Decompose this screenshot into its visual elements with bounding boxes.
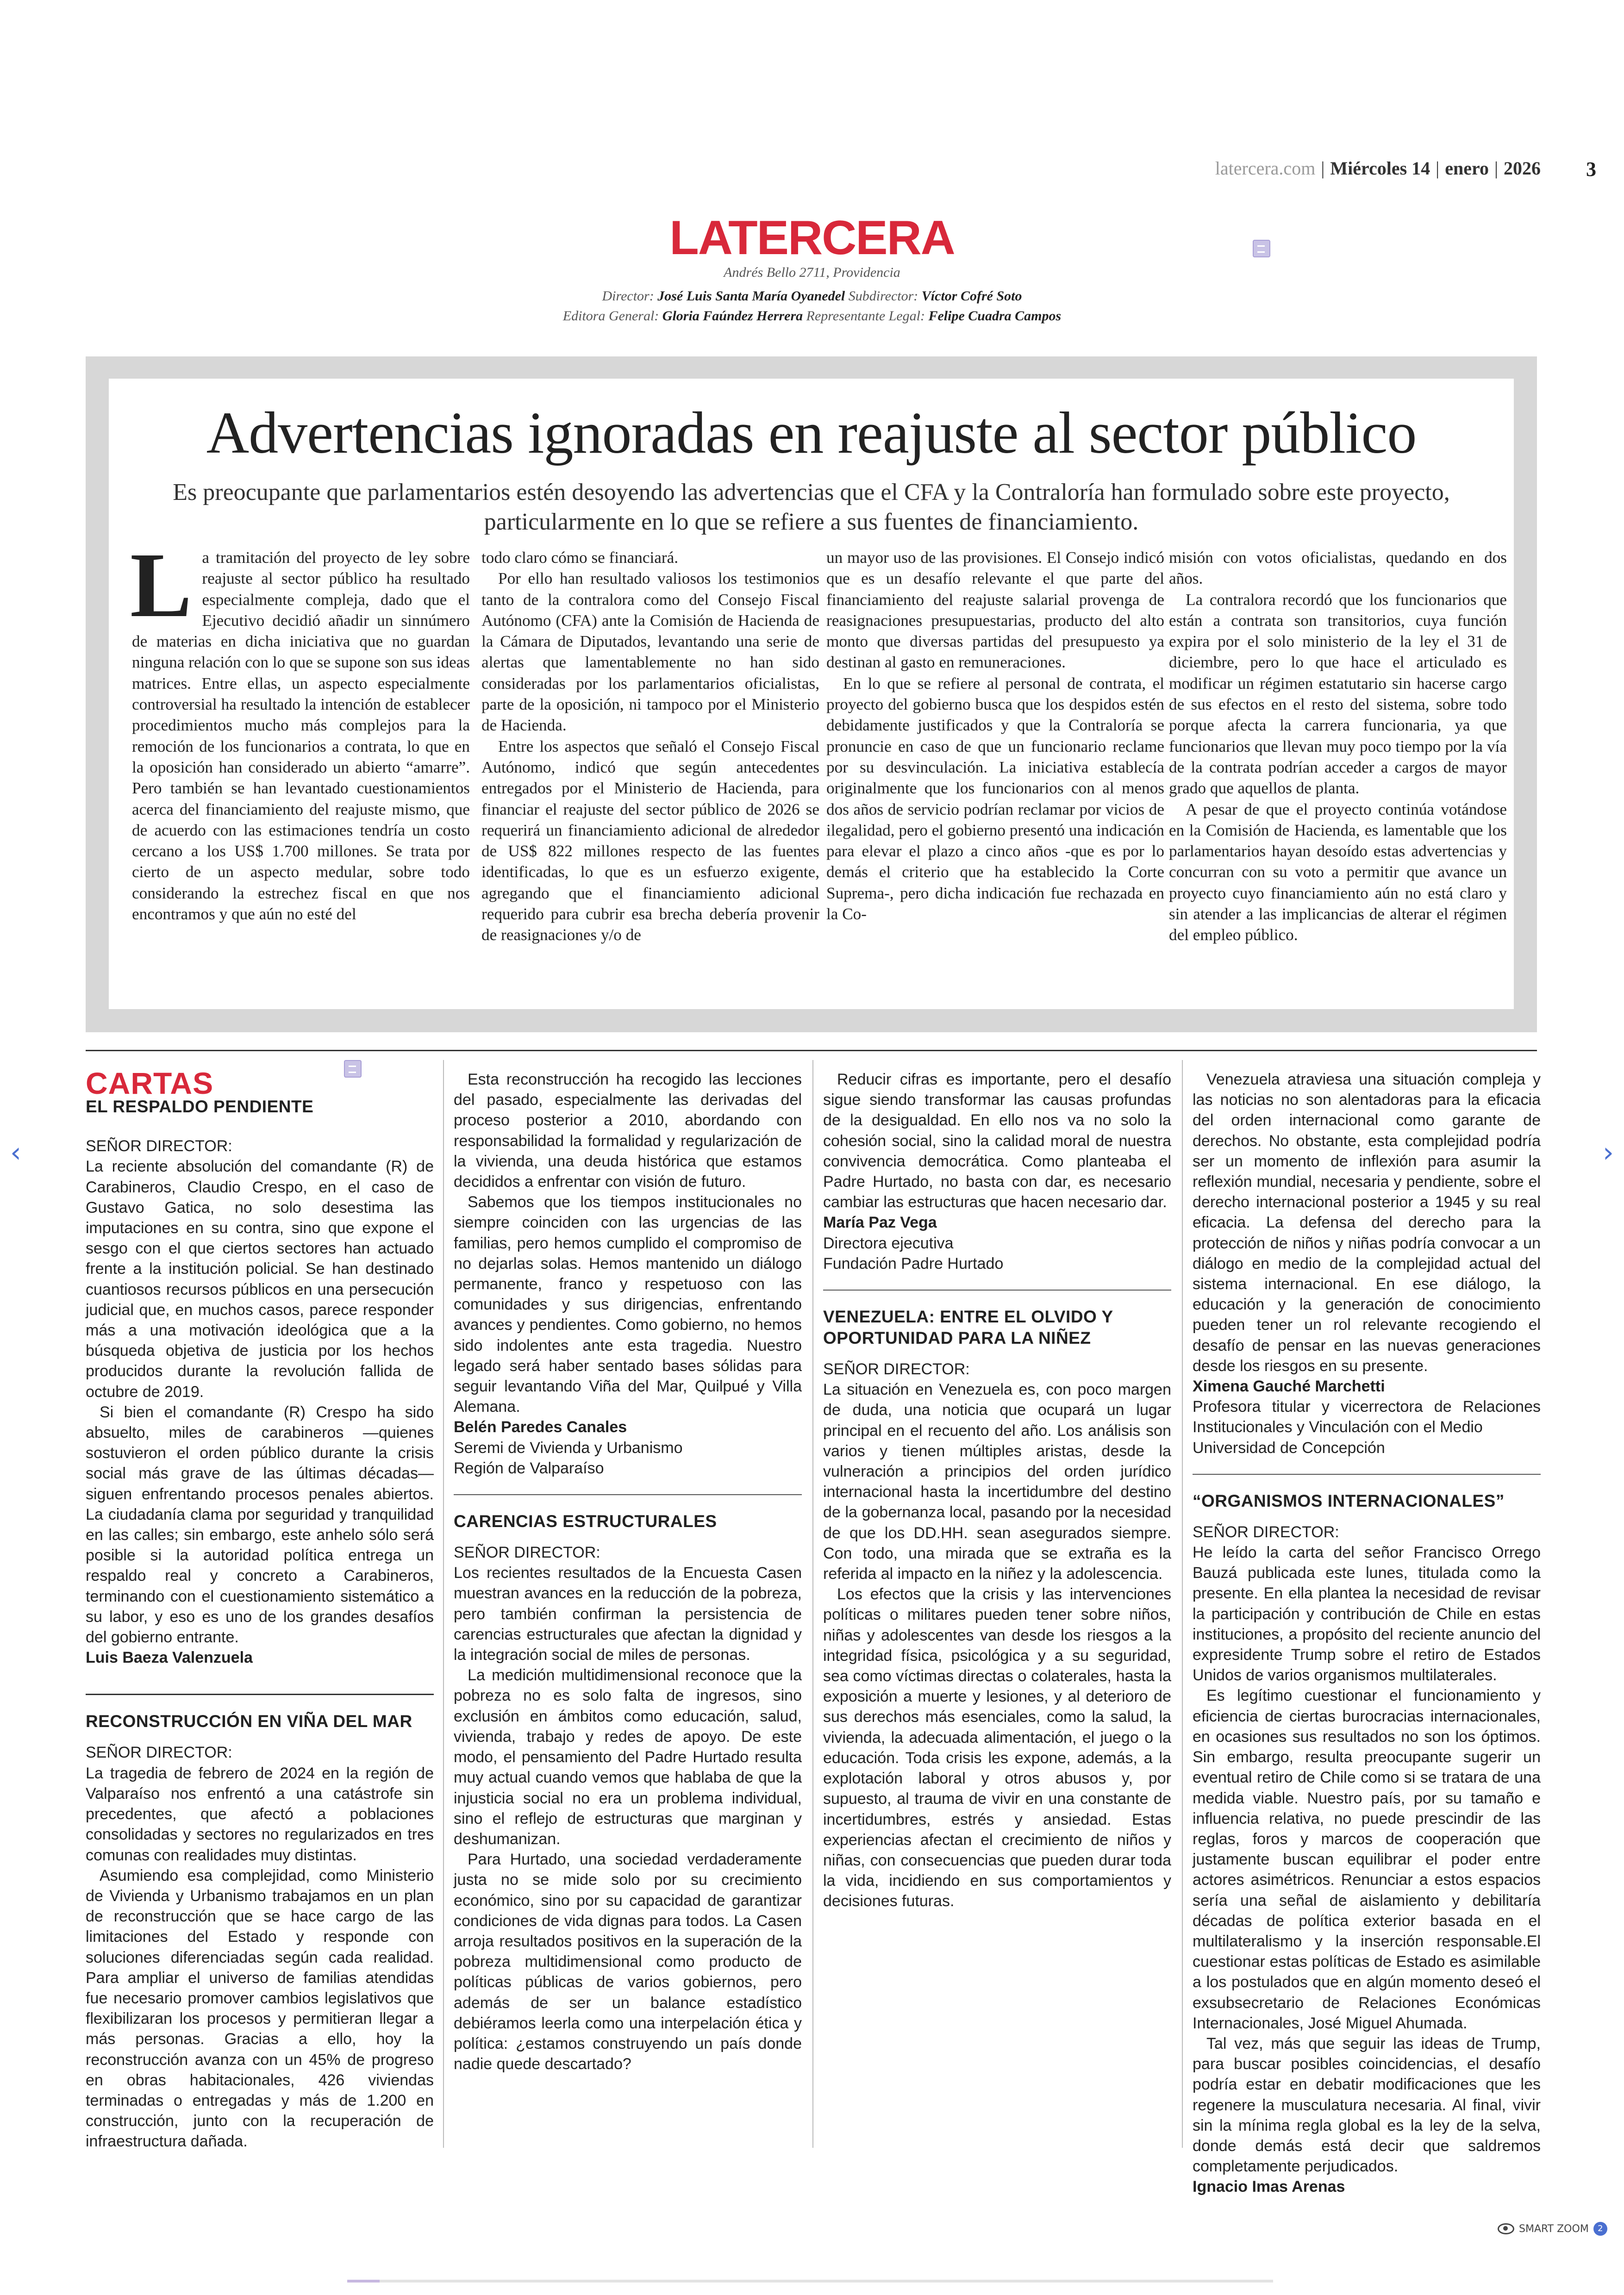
letters-column-2: Esta reconstrucción ha recogido las lecciones del pasado, especialmente las derivadas del proceso posterior a 2010, abordando con responsabilidad la formalidad y regularización de la vivienda, una deuda histórica que estamos decididos a enfrentar con visión de futuro. Sabemos que los tiempos institucionales no siempre coinciden con las urgencias de las familias, pero hemos cumplido el compromiso de no dejarlas solas. Hemos mantenido un diálogo permanente, franco y respetuoso con las comunidades y sus dirigencias, enfrentando avances y pendientes. Como gobierno, no hemos sido indolentes ante esta tragedia. Nuestro legado será haber sentado bases sólidas para seguir levantando Viña del Mar, Quilpué y Villa Alemana. Belén Paredes Canales Seremi de Vivienda y Urbanismo Región de Valparaíso CARENCIAS ESTRUCTURALES SEÑOR DIRECTOR: Los recientes resultados de la Encuesta Casen muestran avances en la reducción de la pobreza, pero también confirman la persistencia de carencias estructurales que afectan la dignidad y la integración social de miles de personas. La medición multidimensional reconoce que la pobreza no es solo falta de ingresos, sino exclusión en ámbitos como educación, salud, vivienda, trabajo y redes de apoyo. De este modo, el pensamiento del Padre Hurtado resulta muy actual cuando vemos que hablaba de que la injusticia social no era un problema individual, sino el reflejo de estructuras que marginan y deshumanizan. Para Hurtado, una sociedad verdaderamente justa no se mide solo por su crecimiento económico, sino por su capacidad de garantizar condiciones de vida dignas para todos. La Casen arroja resultados positivos en la superación de la pobreza multidimensional como producto de políticas públicas de varios gobiernos, pero además de ser un balance estadístico debiéramos leerla como una interpelación ética y política: ¿estamos construyendo un país donde nadie quede descartado? <box>454 1071 802 2073</box>
address: Andrés Bello 2711, Providencia <box>724 265 900 280</box>
letter-headline: VENEZUELA: ENTRE EL OLVIDO Y OPORTUNIDAD PARA LA NIÑEZ <box>823 1307 1113 1348</box>
previous-page-arrow[interactable]: ‹ <box>10 1136 21 1169</box>
letter-signature: Belén Paredes Canales <box>454 1418 627 1436</box>
letters-column-1: CARTAS EL RESPALDO PENDIENTE SEÑOR DIRECTOR: La reciente absolución del comandante (R) de Carabineros, Claudio Crespo, en el caso de Gustavo Gatica, no solo desestima las imputaciones en su contra, sino que expone el sesgo con el que ciertos sectores han actuado frente a la institución policial. Se han destinado cuantiosos recursos públicos en una persecución judicial que, en muchos casos, parece responder más a una motivación ideológica que a la búsqueda objetiva de justicia por los hechos producidos durante la revolución fallida de octubre de 2019. Si bien el comandante (R) Crespo ha sido absuelto, miles de carabineros —quienes sostuvieron el orden público durante la crisis social más grave de las últimas décadas— siguen enfrentando procesos penales abiertos. La ciudadanía clama por seguridad y tranquilidad en las calles; sin embargo, este anhelo sólo será posible si la autoridad política entrega un respaldo real y concreto a Carabineros, terminando con el cuestionamiento sistemático a su labor, y eso es uno de los grandes desafíos del gobierno entrante. Luis Baeza Valenzuela RECONSTRUCCIÓN EN VIÑA DEL MAR SEÑOR DIRECTOR: La tragedia de febrero de 2024 en la región de Valparaíso nos enfrentó a una catástrofe sin precedentes, que afectó a poblaciones consolidadas y sectores no regularizados en tres comunas con realidades muy distintas. Asumiendo esa complejidad, como Ministerio de Vivienda y Urbanismo trabajamos en un plan de reconstrucción que se hace cargo de las limitaciones del Estado y responde con soluciones diferenciadas según cada realidad. Para ampliar el universo de familias atendidas fue necesario promover cambios legislativos que flexibilizaran los procesos y permitieran llegar a más personas. Gracias a ello, hoy la reconstrucción avanza con un 45% de progreso en obras habitacionales, 426 viviendas terminadas o entregadas y más de 1.200 en construcción, junto con la recuperación de infraestructura dañada. <box>86 1066 434 2151</box>
letter-signature: Ximena Gauché Marchetti <box>1193 1378 1385 1396</box>
next-page-arrow[interactable]: › <box>1603 1136 1614 1169</box>
column-rule <box>1182 1060 1183 2148</box>
date-month: enero <box>1445 158 1489 179</box>
editorial-column-2: todo claro cómo se financiará. Por ello han resultado valiosos los testimonios tanto de la contralora como del Consejo Fiscal Autónomo (CFA) ante la Comisión de Hacienda de la Cámara de Diputados, levantando una serie de alertas que lamentablemente no han sido consideradas por los parlamentarios oficialistas, parte de la oposición, ni tampoco por el Ministerio de Hacienda. Entre los aspectos que señaló el Consejo Fiscal Autónomo, indicó que según antecedentes entregados por el Ministerio de Hacienda, para financiar el reajuste del sector público de 2026 se requerirá un financiamiento adicional de alrededor de US$ 822 millones respecto de las fuentes identificadas, lo que es un esfuerzo exigente, agregando que el financiamiento adicional requerido para cubrir esa brecha debería provenir de reasignaciones y/o de <box>481 549 819 944</box>
letter-divider <box>823 1290 1171 1291</box>
drop-cap: L <box>130 534 192 636</box>
column-rule <box>812 1060 813 2148</box>
staff-line-1: Director: José Luis Santa María Oyanedel Subdirector: Víctor Cofré Soto <box>602 288 1022 304</box>
site-name: latercera.com <box>1215 158 1316 179</box>
page-number: 3 <box>1586 158 1596 181</box>
editorial-column-1: La tramitación del proyecto de ley sobre reajuste al sector público ha resultado especialmente compleja, dado que el Ejecutivo decidió añadir un sinnúmero de materias en dicha iniciativa que no guardan ninguna relación con lo que se supone son sus ideas matrices. Entre ellas, un aspecto especialmente controversial ha resultado la intención de establecer procedimientos mucho más complejos para la remoción de los funcionarios a contrata, lo que en la oposición han considerado un abierto “amarre”. Pero también se han levantado cuestionamientos acerca del financiamiento del reajuste mismo, que de acuerdo con las estimaciones tendría un costo cercano a los US$ 1.700 millones. Se trata por cierto de un aspecto medular, sobre todo considerando la estrechez fiscal en que nos encontramos y que aún no esté del <box>130 534 470 923</box>
letter-signature: María Paz Vega <box>823 1214 937 1232</box>
letters-column-4: Venezuela atraviesa una situación compleja y las noticias no son alentadoras para la eficacia del orden internacional como garante de derechos. No obstante, esta complejidad podría ser un momento de inflexión para asumir la reflexión mundial, necesaria y pendiente, sobre el derecho internacional posterior a 1945 y su real eficacia. La defensa del derecho para la protección de niños y niñas podría convocar a un diálogo en medio de la complejidad actual del sistema internacional. En ese diálogo, la educación y la generación de conocimiento pueden tener un rol relevante recogiendo el desafío de pensar en las nuevas generaciones desde los riesgos en su presente. Ximena Gauché Marchetti Profesora titular y vicerrectora de Relaciones Institucionales y Vinculación con el Medio Universidad de Concepción “ORGANISMOS INTERNACIONALES” SEÑOR DIRECTOR: He leído la carta del señor Francisco Orrego Bauzá publicada este lunes, titulada como la presente. En ella plantea la necesidad de revisar la participación y contribución de Chile en estas instituciones, a propósito del reciente anuncio del expresidente Trump sobre el retiro de Estados Unidos de varios organismos multilaterales. Es legítimo cuestionar el funcionamiento y eficiencia de ciertas burocracias internacionales, en ocasiones sus resultados no son los óptimos. Sin embargo, resulta preocupante sugerir un eventual retiro de Chile como si se tratara de una medida viable. Nuestro país, por su tamaño e influencia relativa, no puede prescindir de las reglas, foros y marcos de cooperación que justamente buscan equilibrar el poder entre actores asimétricos. Renunciar a estos espacios sería una señal de aislamiento y debilitaría décadas de política exterior basada en el multilateralismo y la inserción responsable.El cuestionar estas políticas de Estado es asimilable a los postulados que en algún momento deseó el exsubsecretario de Relaciones Económicas Internacionales, José Miguel Ahumada. Tal vez, más que seguir las ideas de Trump, para buscar posibles coincidencias, el desafío podría estar en debatir modificaciones que les regenere la musculatura necesaria. Al final, vivir sin la mínima regla global es la ley de la selva, donde demás está decir que saldremos completamente perjudicados. Ignacio Imas Arenas <box>1193 1069 1541 2197</box>
date-day: Miércoles 14 <box>1330 158 1430 179</box>
page-scrollbar[interactable] <box>347 2280 1273 2283</box>
staff-line-2: Editora General: Gloria Faúndez Herrera Representante Legal: Felipe Cuadra Campos <box>562 308 1062 324</box>
letter-divider <box>454 1494 802 1495</box>
letter-headline: RECONSTRUCCIÓN EN VIÑA DEL MAR <box>86 1712 412 1731</box>
article-marker-icon[interactable] <box>1253 240 1270 257</box>
editorial-column-4: misión con votos oficialistas, quedando en dos años. La contralora recordó que los funcionarios que están a contrata son transitorios, cuya función expira por el solo ministerio de la ley el 31 de diciembre, pero lo que hace el articulado es modificar un régimen estatutario sin hacerse cargo de sus efectos en el resto del sistema, sobre todo porque afecta la carrera funcionaria, ya que funcionarios que llevan muy poco tiempo por la vía de la contrata podrían acceder a cargos de mayor grado que aquellos de planta. A pesar de que el proyecto continúa votándose en la Comisión de Hacienda, es lamentable que los parlamentarios hayan desoído estas advertencias y concurran con su voto a permitir que avance un proyecto cuyo financiamiento aún no está claro y sin atender a las implicancias de alterar el régimen del empleo público. <box>1169 549 1507 944</box>
legal-representative-name: Felipe Cuadra Campos <box>928 308 1062 324</box>
editorial-title: Advertencias ignoradas en reajuste al sector público <box>206 400 1417 466</box>
letter-divider <box>1193 1474 1541 1475</box>
editorial-column-3: un mayor uso de las provisiones. El Consejo indicó que es un desafío relevante el que parte del financiamiento del reajuste salarial provenga de reasignaciones presupuestarias, producto del alto monto que diversas partidas del presupuesto ya destinan al gasto en remuneraciones. En lo que se refiere al personal de contrata, el proyecto del gobierno busca que los despidos estén debidamente justificados y que la Contraloría se pronuncie en caso de que un funcionario reclame por su desvinculación. La iniciativa establecía originalmente que los funcionarios con al menos dos años de servicio podrían reclamar por vicios de ilegalidad, pero el gobierno presentó una indicación para elevar el plazo a cinco años -que es por lo demás el criterio que ha establecido la Corte Suprema-, pero dicha indicación fue rechazada en la Co- <box>826 549 1164 923</box>
scrollbar-thumb[interactable] <box>347 2280 380 2283</box>
subdirector-name: Víctor Cofré Soto <box>921 288 1022 304</box>
letter-signature: Ignacio Imas Arenas <box>1193 2178 1345 2196</box>
letter-headline: EL RESPALDO PENDIENTE <box>86 1097 314 1116</box>
letter-headline: CARENCIAS ESTRUCTURALES <box>454 1512 717 1531</box>
column-rule <box>443 1060 444 2148</box>
section-divider <box>86 1050 1537 1051</box>
smart-zoom-control[interactable] <box>1498 2222 1607 2236</box>
eye-icon <box>1498 2223 1514 2234</box>
letter-signature: Luis Baeza Valenzuela <box>86 1649 253 1667</box>
dateline: latercera.com | Miércoles 14 | enero | 2026 <box>1215 158 1541 179</box>
director-name: José Luis Santa María Oyanedel <box>657 288 845 304</box>
editor-name: Gloria Faúndez Herrera <box>662 308 803 324</box>
newspaper-logo: LATERCERA <box>669 211 955 265</box>
date-year: 2026 <box>1504 158 1541 179</box>
letters-column-3: Reducir cifras es importante, pero el desafío sigue siendo transformar las causas profundas de la desigualdad. En ello nos va no solo la cohesión social, sino la calidad moral de nuestra convivencia democrática. Como planteaba el Padre Hurtado, no basta con dar, es necesario cambiar las estructuras que hacen necesario dar. María Paz Vega Directora ejecutiva Fundación Padre Hurtado VENEZUELA: ENTRE EL OLVIDO Y OPORTUNIDAD PARA LA NIÑEZ SEÑOR DIRECTOR: La situación en Venezuela es, con poco margen de duda, una noticia que ocupará un lugar principal en el recuento del año. Los análisis son varios y tienen múltiples aristas, desde la vulneración a principios del orden jurídico internacional hasta la incertidumbre del destino de la gobernanza local, pasando por la necesidad de que los DD.HH. sean asegurados siempre. Con todo, una mirada que se extraña es la referida al impacto en la niñez y la adolescencia. Los efectos que la crisis y las intervenciones políticas o militares pueden tener sobre niños, niñas y adolescentes van desde los riesgos a la integridad física, psicológica y a su seguridad, sea como víctimas directas o colaterales, hasta la exposición a muerte y lesiones, y al deterioro de sus derechos más esenciales, como la salud, la vivienda, la adecuada alimentación, el juego o la educación. Toda crisis les expone, además, a la explotación laboral y otros abusos y, por supuesto, al trauma de vivir en una constante de incertidumbres, estrés y ansiedad. Estas experiencias afectan el crecimiento de niños y niñas, con consecuencias que pueden durar toda la vida, incidiendo en sus comportamientos y decisiones futuras. <box>823 1071 1171 1910</box>
section-title: CARTAS <box>86 1066 214 1100</box>
smart-zoom-badge: 2 <box>1593 2222 1607 2236</box>
smart-zoom-label: SMART ZOOM <box>1519 2223 1589 2235</box>
letter-divider <box>86 1694 434 1695</box>
editorial-deck: Es preocupante que parlamentarios estén desoyendo las advertencias que el CFA y la Contraloría han formulado sobre este proyecto, particularmente en lo que se refiere a sus fuentes de financiamiento. <box>173 479 1450 535</box>
letter-headline: “ORGANISMOS INTERNACIONALES” <box>1193 1491 1505 1510</box>
